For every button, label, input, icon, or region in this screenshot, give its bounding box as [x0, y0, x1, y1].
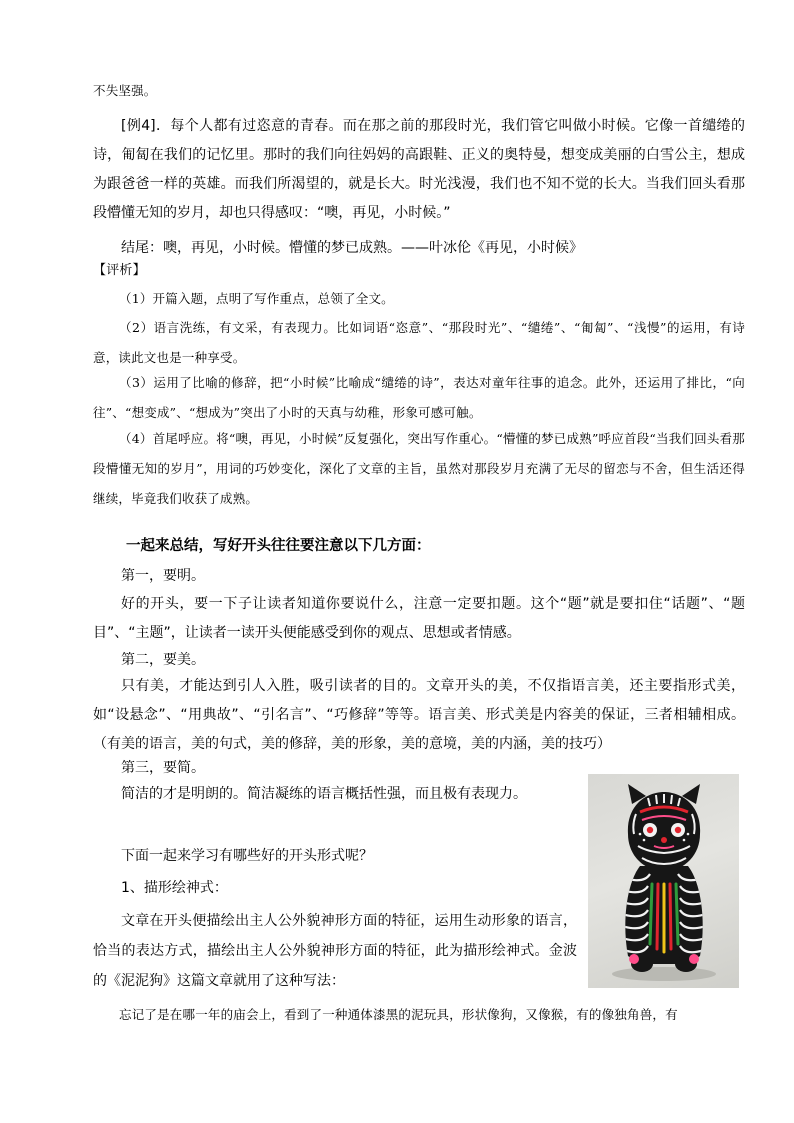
clay-dog-photo: [588, 774, 739, 988]
form-1-title: 1、描形绘神式：: [121, 880, 228, 896]
excerpt-line: 忘记了是在哪一年的庙会上，看到了一种通体漆黑的泥玩具，形状像狗，又像猴，有的像独角兽，有: [119, 1007, 678, 1022]
analysis-item-4: （4）首尾呼应。将“噢，再见，小时候”反复强化，突出写作重心。“懵懂的梦已成熟”呼应首段“当我们回头看那段懵懂无知的岁月”，用词的巧妙变化，深化了文章的主旨，虽然对那段岁月充满了无尽的留恋与不舍，但生活还得继续，毕竟我们收获了成熟。: [93, 431, 745, 506]
example-4-ending: 结尾：噢，再见，小时候。懵懂的梦已成熟。——叶冰伦《再见，小时候》: [121, 240, 583, 256]
continued-line: 不失坚强。: [93, 83, 157, 98]
analysis-item-1: （1）开篇入题，点明了写作重点，总领了全文。: [119, 291, 394, 306]
point-3-title: 第三，要简。: [121, 760, 205, 776]
summary-heading: 一起来总结，写好开头往往要注意以下几方面：: [126, 538, 431, 554]
form-1-body: 文章在开头便描绘出主人公外貌神形方面的特征，运用生动形象的语言，恰当的表达方式，描绘出主人公外貌神形方面的特征，此为描形绘神式。金波的《泥泥狗》这篇文章就用了这种写法：: [93, 913, 577, 989]
example-4-paragraph: [例4]．每个人都有过恣意的青春。而在那之前的那段时光，我们管它叫做小时候。它像一首缱绻的诗，匍匐在我们的记忆里。那时的我们向往妈妈的高跟鞋、正义的奥特曼，想变成美丽的白雪公主，想成为跟爸爸一样的英雄。而我们所渴望的，就是长大。时光浅漫，我们也不知不觉的长大。当我们回头看那段懵懂无知的岁月，却也只得感叹：“噢，再见，小时候。”: [93, 118, 745, 221]
point-1-body: 好的开头，要一下子让读者知道你要说什么，注意一定要扣题。这个“题”就是要扣住“话题”、“题目”、“主题”，让读者一读开头便能感受到你的观点、思想或者情感。: [93, 596, 745, 641]
analysis-item-3: （3）运用了比喻的修辞，把“小时候”比喻成“缱绻的诗”，表达对童年往事的追念。此外，还运用了排比，“向往”、“想变成”、“想成为”突出了小时的天真与幼稚，形象可感可触。: [93, 375, 745, 420]
analysis-item-2: （2）语言洗练，有文采，有表现力。比如词语“恣意”、“那段时光”、“缱绻”、“匍匐”、“浅慢”的运用，有诗意，读此文也是一种享受。: [93, 320, 745, 365]
analysis-label: 【评析】: [93, 263, 146, 278]
forms-intro: 下面一起来学习有哪些好的开头形式呢？: [121, 848, 373, 864]
point-2-body: 只有美，才能达到引人入胜，吸引读者的目的。文章开头的美，不仅指语言美，还主要指形式美，如“设悬念”、“用典故”、“引名言”、“巧修辞”等等。语言美、形式美是内容美的保证，三者相辅相成。（有美的语言，美的句式，美的修辞，美的形象，美的意境，美的内涵，美的技巧）: [93, 678, 745, 752]
clay-dog-figure: [588, 774, 739, 988]
point-3-body: 简洁的才是明朗的。简洁凝练的语言概括性强，而且极有表现力。: [121, 786, 527, 802]
point-2-title: 第二，要美。: [121, 652, 205, 668]
point-1-title: 第一，要明。: [121, 568, 205, 584]
